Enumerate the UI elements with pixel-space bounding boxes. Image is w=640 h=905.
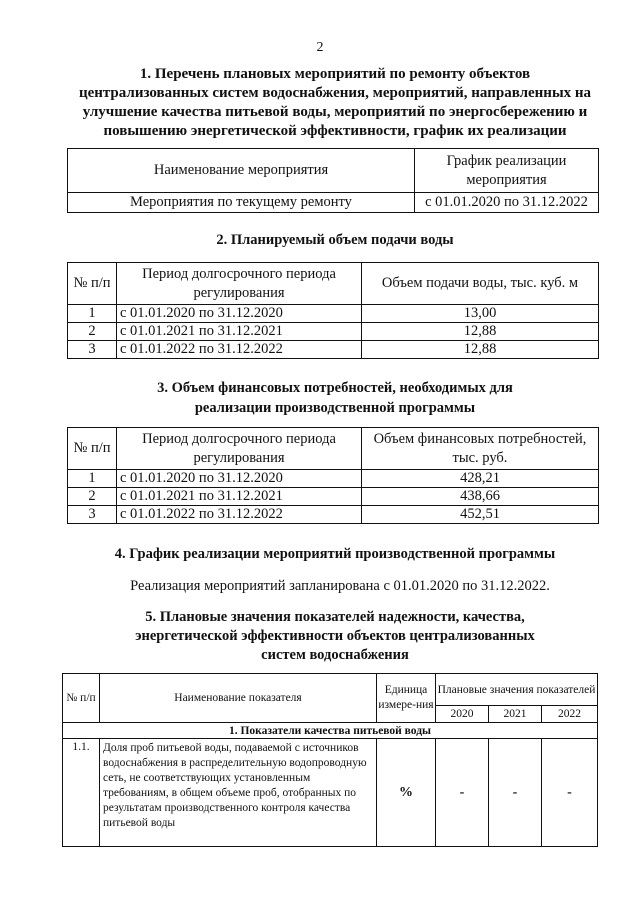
row-volume: 12,88 xyxy=(362,341,599,359)
section1-title-line: улучшение качества питьевой воды, мероприятий по энергосбережению и xyxy=(82,104,588,120)
section1-title xyxy=(40,65,630,141)
row-finance: 428,21 xyxy=(362,470,599,488)
header-num: № п/п xyxy=(63,674,100,723)
indicator-value: - xyxy=(436,739,489,847)
header-num: № п/п xyxy=(68,428,117,470)
group-title: 1. Показатели качества питьевой воды xyxy=(63,723,598,739)
header-schedule: График реализации мероприятия xyxy=(415,149,599,193)
row-num: 2 xyxy=(68,488,117,506)
row-volume: 12,88 xyxy=(362,323,599,341)
indicator-value: - xyxy=(542,739,598,847)
row-num: 1 xyxy=(68,305,117,323)
row-period: с 01.01.2020 по 31.12.2020 xyxy=(117,305,362,323)
section5-title-line: 5. Плановые значения показателей надежности, качества, xyxy=(145,609,525,625)
section2-title: 2. Планируемый объем подачи воды xyxy=(216,232,454,248)
section5-title-line: систем водоснабжения xyxy=(261,647,409,663)
row-num: 3 xyxy=(68,341,117,359)
header-indicator-name: Наименование показателя xyxy=(100,674,377,723)
section2-table xyxy=(67,262,599,359)
row-period: с 01.01.2020 по 31.12.2020 xyxy=(117,470,362,488)
section5-table xyxy=(62,673,598,847)
header-finance: Объем финансовых потребностей, тыс. руб. xyxy=(362,428,599,470)
row-period: с 01.01.2021 по 31.12.2021 xyxy=(117,488,362,506)
section1-title-line: централизованных систем водоснабжения, мероприятий, направленных на xyxy=(78,85,592,101)
row-period: с 01.01.2021 по 31.12.2021 xyxy=(117,323,362,341)
section3-title-line: реализации производственной программы xyxy=(194,400,476,416)
header-year: 2020 xyxy=(436,706,489,723)
section3-title-line: 3. Объем финансовых потребностей, необходимых для xyxy=(157,380,513,396)
row-period: с 01.01.2022 по 31.12.2022 xyxy=(117,341,362,359)
section5-title-line: энергетической эффективности объектов централизованных xyxy=(135,628,535,644)
indicator-value: - xyxy=(489,739,542,847)
row-finance: 452,51 xyxy=(362,506,599,524)
header-num: № п/п xyxy=(68,263,117,305)
cell-activity: Мероприятия по текущему ремонту xyxy=(68,193,415,213)
header-year: 2022 xyxy=(542,706,598,723)
row-num: 1 xyxy=(68,470,117,488)
header-plan-values: Плановые значения показателей xyxy=(436,674,598,706)
indicator-unit: % xyxy=(377,739,436,847)
section1-title-line: повышению энергетической эффективности, график их реализации xyxy=(103,123,567,139)
header-year: 2021 xyxy=(489,706,542,723)
row-num: 3 xyxy=(68,506,117,524)
row-num: 2 xyxy=(68,323,117,341)
row-period: с 01.01.2022 по 31.12.2022 xyxy=(117,506,362,524)
header-volume: Объем подачи воды, тыс. куб. м xyxy=(362,263,599,305)
indicator-name: Доля проб питьевой воды, подаваемой с источников водоснабжения в распределительную водопроводную сеть, не соответствующих установленным требованиям, в общем объеме проб, отобранных по результатам производственного контроля качества питьевой воды xyxy=(100,739,377,847)
section5-title xyxy=(40,608,630,665)
row-volume: 13,00 xyxy=(362,305,599,323)
header-unit: Единица измере-ния xyxy=(377,674,436,723)
section4-title: 4. График реализации мероприятий производственной программы xyxy=(114,546,556,562)
section4-text: Реализация мероприятий запланирована с 01.01.2020 по 31.12.2022. xyxy=(130,578,550,594)
indicator-num: 1.1. xyxy=(63,739,100,847)
row-finance: 438,66 xyxy=(362,488,599,506)
section3-table xyxy=(67,427,599,524)
header-activity-name: Наименование мероприятия xyxy=(68,149,415,193)
header-period: Период долгосрочного периода регулирования xyxy=(117,428,362,470)
section1-title-line: 1. Перечень плановых мероприятий по ремонту объектов xyxy=(139,66,531,82)
section3-title xyxy=(40,378,630,418)
section1-table xyxy=(67,148,599,213)
page-number: 2 xyxy=(316,40,324,55)
cell-schedule: с 01.01.2020 по 31.12.2022 xyxy=(415,193,599,213)
header-period: Период долгосрочного периода регулирования xyxy=(117,263,362,305)
